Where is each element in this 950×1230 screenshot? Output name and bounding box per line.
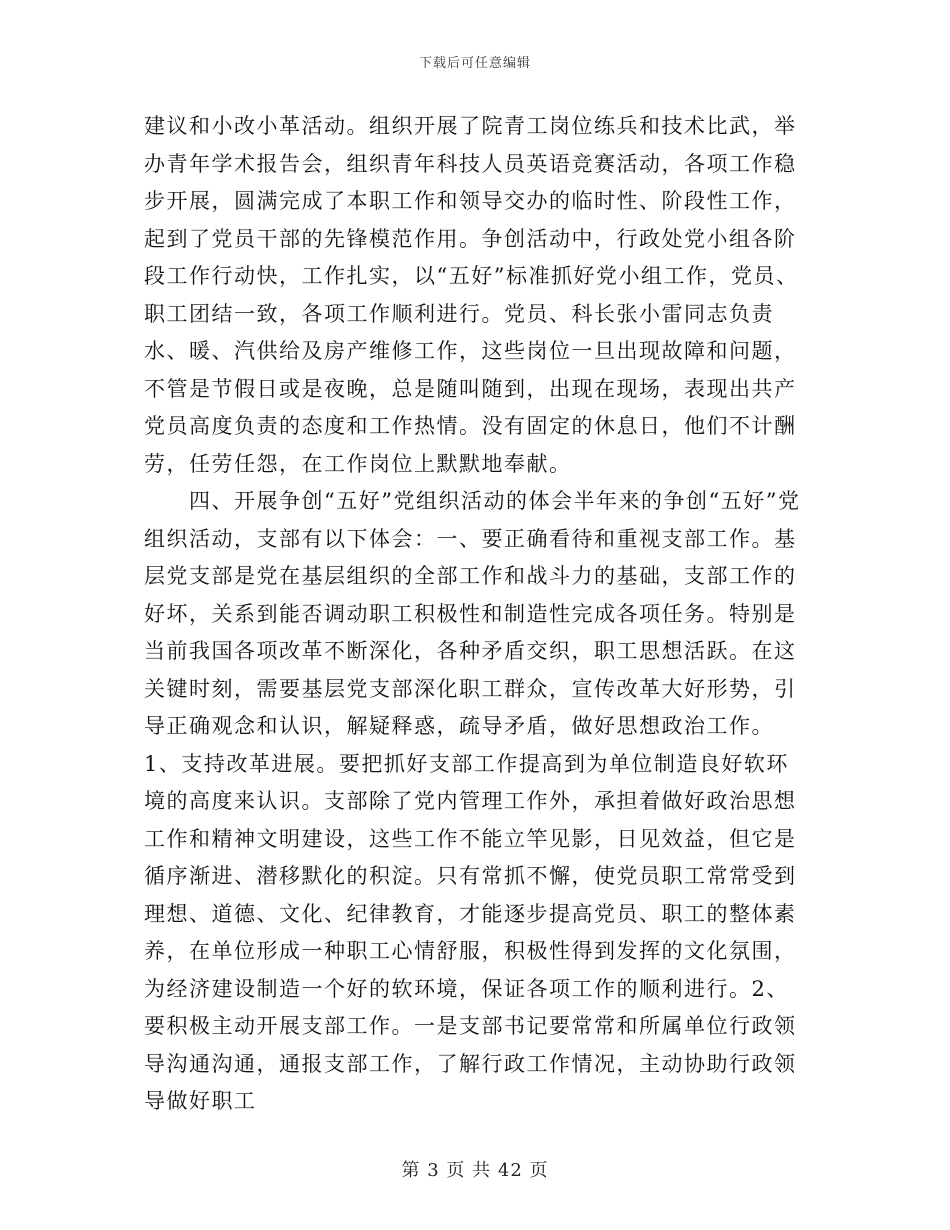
footer-prefix: 第 bbox=[401, 1160, 421, 1181]
paragraph-2: 四、开展争创“五好”党组织活动的体会半年来的争创“五好”党组织活动，支部有以下体会：一、要正确看待和重视支部工作。基层党支部是党在基层组织的全部工作和战斗力的基础，支部工作的好坏，关系到能否调动职工积极性和制造性完成各项任务。特别是当前我国各项改革不断深化，各种矛盾交织，职工思想活跃。在这关键时刻，需要基层党支部深化职工群众，宣传改革大好形势，引导正确观念和认识，解疑释惑，疏导矛盾，做好思想政治工作。1、支持改革进展。要把抓好支部工作提高到为单位制造良好软环境的高度来认识。支部除了党内管理工作外，承担着做好政治思想工作和精神文明建设，这些工作不能立竿见影，日见效益，但它是循序渐进、潜移默化的积淀。只有常抓不懈，使党员职工常常受到理想、道德、文化、纪律教育，才能逐步提高党员、职工的整体素养，在单位形成一种职工心情舒服，积极性得到发挥的文化氛围，为经济建设制造一个好的软环境，保证各项工作的顺利进行。2、要积极主动开展支部工作。一是支部书记要常常和所属单位行政领导沟通沟通，通报支部工作，了解行政工作情况，主动协助行政领导做好职工 bbox=[144, 489, 801, 1113]
paragraph-1: 建议和小改小革活动。组织开展了院青工岗位练兵和技术比武，举办青年学术报告会，组织青年科技人员英语竞赛活动，各项工作稳步开展，圆满完成了本职工作和领导交办的临时性、阶段性工作，起到了党员干部的先锋模范作用。争创活动中，行政处党小组各阶段工作行动快，工作扎实，以“五好”标准抓好党小组工作，党员、职工团结一致，各项工作顺利进行。党员、科长张小雷同志负责水、暖、汽供给及房产维修工作，这些岗位一旦出现故障和问题，不管是节假日或是夜晚，总是随叫随到，出现在现场，表现出共产党员高度负责的态度和工作热情。没有固定的休息日，他们不计酬劳，任劳任怨，在工作岗位上默默地奉献。 bbox=[144, 114, 799, 476]
footer-suffix: 页 bbox=[529, 1160, 549, 1181]
header-note: 下载后可任意编辑 bbox=[418, 56, 531, 71]
footer-current-page: 3 bbox=[427, 1160, 440, 1181]
footer-middle: 页 共 bbox=[446, 1160, 492, 1181]
footer-total-pages: 42 bbox=[497, 1160, 523, 1181]
document-body bbox=[144, 108, 806, 1121]
page-footer bbox=[0, 1156, 950, 1182]
